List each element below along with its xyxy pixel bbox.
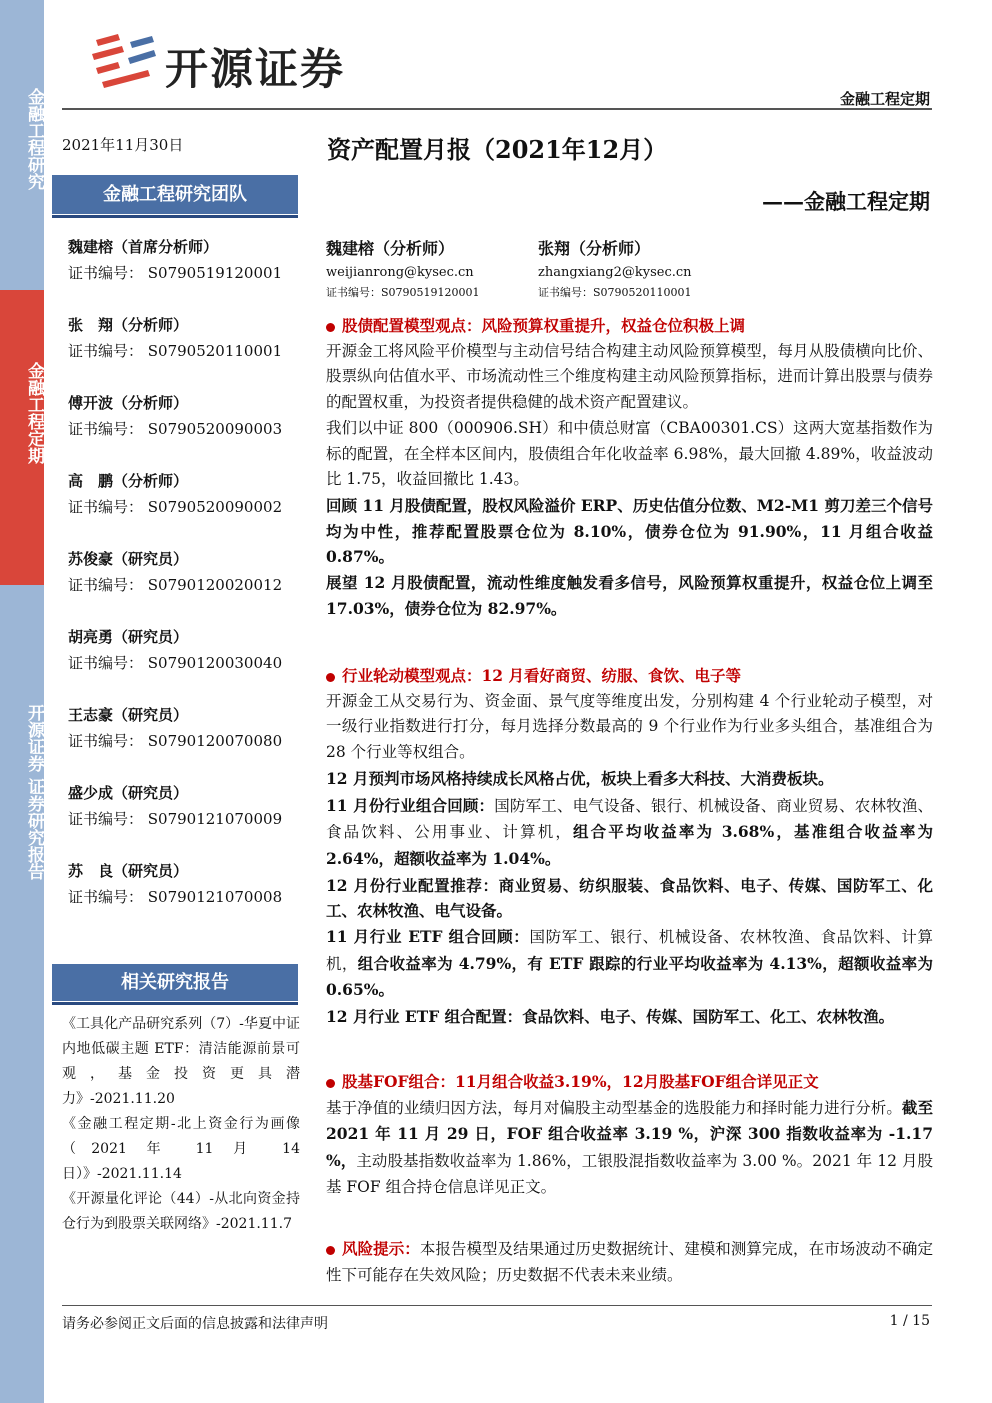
bullet-icon [326,1246,335,1255]
analyst-entry [68,624,282,676]
analyst-cert: 证书编号： S0790120030040 [68,654,283,672]
paragraph: 开源金工从交易行为、资金面、景气度等维度出发，分别构建 4 个行业轮动子模型，对一级行业指数进行打分，每月选择分数最高的 9 个行业作为行业多头组合，基准组合为 28 个行业等权组合。 [326,691,933,762]
analyst-entry [68,234,282,286]
author-name: 张翔（分析师） [538,239,651,258]
report-title: 资产配置月报（2021年12月） [327,135,668,164]
section-heading [326,313,933,339]
section-fof [326,1069,933,1201]
report-subtitle: ——金融工程定期 [762,189,930,214]
paragraph [326,793,933,873]
bullet-icon [326,1079,335,1088]
section-risk [326,1236,933,1288]
header-divider [62,108,932,110]
paragraph: 12 月份行业配置推荐：商业贸易、纺织服装、食品饮料、电子、传媒、国防军工、化工、农林牧渔、电气设备。 [326,875,933,921]
related-reports-list [62,1012,300,1237]
page-number: 1 / 15 [889,1313,930,1329]
risk-label: 风险提示： [342,1239,420,1258]
analyst-name: 王志豪（研究员） [68,706,189,724]
analyst-cert: 证书编号： S0790520110001 [68,342,283,360]
analyst-name: 胡亮勇（研究员） [68,628,189,646]
paragraph [326,1095,933,1201]
analyst-entry [68,390,282,442]
analyst-name: 傅开波（分析师） [68,394,189,412]
side-label-research: 金融工程研究 [24,88,44,190]
analyst-entry [68,780,282,832]
text-run: 食品饮料、电子、传媒、国防军工、化工、农林牧渔。 [522,1007,895,1027]
text-run: 组合收益率为 4.79%，有 ETF 跟踪的行业平均收益率为 4.13%，超额收益率为 0.65%。 [326,953,933,1000]
analyst-name: 高 鹏（分析师） [68,472,189,490]
section-heading-text: 股债配置模型观点：风险预算权重提升，权益仓位积极上调 [342,316,746,335]
analyst-name: 苏俊豪（研究员） [68,550,189,568]
paragraph: 回顾 11 月股债配置，股权风险溢价 ERP、历史估值分位数、M2-M1 剪刀差三个信号均为中性，推荐配置股票仓位为 8.10%，债券仓位为 91.90%，11 月组合收益 0.87%。 [326,495,933,567]
author-cert: 证书编号：S0790520110001 [538,286,692,299]
side-band [0,0,44,1403]
paragraph: 我们以中证 800（000906.SH）和中债总财富（CBA00301.CS）这两大宽基指数作为标的配置，在全样本区间内，股债组合年化收益率 6.98%，最大回撤 4.89%，收益波动比 1.75，收益回撤比 1.43。 [326,418,933,489]
related-report-item[interactable]: 《工具化产品研究系列（7）-华夏中证内地低碳主题 ETF：清洁能源前景可观，基金投资更具潜力》-2021.11.20 [62,1016,300,1107]
paragraph [326,1004,933,1030]
text-run: 截至 2021 年 11 月 29 日，FOF 组合收益率 3.19 %，沪深 300 指数收益率为 -1.17 %， [326,1097,933,1171]
author-cert: 证书编号：S0790519120001 [326,286,480,299]
text-run: 成长风格占优，板块上看多大科技、大消费板块。 [492,768,834,788]
text-run: 基于净值的业绩归因方法，每月对偏股主动型基金的选股能力和择时能力进行分析。 [326,1098,902,1117]
section-heading [326,1069,933,1095]
analyst-cert: 证书编号： S0790519120001 [68,264,283,282]
text-run: 国防军工、电气设备、银行、机械设备、商业贸易、农林牧渔、食品饮料、公用事业、计算机， [326,796,933,842]
related-reports-heading: 相关研究报告 [52,964,298,1001]
analyst-name: 苏 良（研究员） [68,862,189,880]
text-run: 国防军工、银行、机械设备、农林牧渔、食品饮料、计算机， [326,928,933,973]
section-asset-allocation [326,313,933,621]
team-heading: 金融工程研究团队 [52,175,298,214]
analyst-cert: 证书编号： S0790121070009 [68,810,283,828]
paragraph [326,924,933,1004]
analyst-name: 盛少成（研究员） [68,784,189,802]
analyst-entry [68,858,282,910]
text-run: 12 月行业 ETF 组合配置： [326,1007,523,1027]
analyst-entry [68,312,282,364]
report-date: 2021年11月30日 [62,136,184,154]
text-run: 11 月行业 ETF 组合回顾： [326,927,530,947]
author-email[interactable]: zhangxiang2@kysec.cn [538,265,692,280]
analyst-entry [68,702,282,754]
brand-name: 开源证券 [165,45,345,95]
text-run: 12 月预判市场风格持续 [326,768,493,788]
analyst-name: 魏建榕（首席分析师） [68,238,219,256]
paragraph [326,766,933,793]
analyst-name: 张 翔（分析师） [68,316,189,334]
paragraph: 展望 12 月股债配置，流动性维度触发看多信号，风险预算权重提升，权益仓位上调至 17.03%，债券仓位为 82.97%。 [326,573,933,618]
section-heading [326,663,933,689]
text-run: 组合平均收益率为 3.68%，基准组合收益率为 2.64%，超额收益率为 1.04%。 [326,822,933,868]
paragraph: 开源金工将风险平价模型与主动信号结合构建主动风险预算模型，每月从股债横向比价、股票纵向估值水平、市场流动性三个维度构建主动风险预算指标，进而计算出股票与债券的配置权重，为投资者提供稳健的战术资产配置建议。 [326,341,933,412]
side-label-periodic: 金融工程定期 [24,362,44,464]
bullet-icon [326,673,335,682]
analyst-cert: 证书编号： S0790120020012 [68,576,283,594]
author-block [538,236,692,302]
analyst-cert: 证书编号： S0790121070008 [68,888,283,906]
section-heading-text: 股基FOF组合：11月组合收益3.19%，12月股基FOF组合详见正文 [342,1072,819,1091]
paragraph [326,1236,933,1288]
analyst-entry [68,546,282,598]
author-email[interactable]: weijianrong@kysec.cn [326,265,474,280]
related-report-item[interactable]: 《开源量化评论（44）-从北向资金持仓行为到股票关联网络》-2021.11.7 [62,1191,300,1232]
bullet-icon [326,323,335,332]
analyst-cert: 证书编号： S0790120070080 [68,732,283,750]
text-run: 11 月份行业组合回顾： [326,795,495,815]
risk-text: 本报告模型及结果通过历史数据统计、建模和测算完成，在市场波动不确定性下可能存在失效风险；历史数据不代表未来业绩。 [326,1240,933,1284]
header-tag: 金融工程定期 [839,90,930,108]
analyst-entry [68,468,282,520]
footer-divider [62,1305,932,1306]
related-report-item[interactable]: 《金融工程定期-北上资金行为画像（2021 年 11 月 14 日）》-2021.11.14 [62,1116,300,1182]
section-industry-rotation [326,663,933,1030]
text-run: 主动股基指数收益率为 1.86%，工银股混指数收益率为 3.00 %。2021 年 12 月股基 FOF 组合持仓信息详见正文。 [326,1152,933,1196]
section-heading-text: 行业轮动模型观点：12 月看好商贸、纺服、食饮、电子等 [342,666,741,685]
analyst-cert: 证书编号： S0790520090003 [68,420,283,438]
author-name: 魏建榕（分析师） [326,239,455,258]
side-label-brand: 开源证券 证券研究报告 [24,704,44,880]
analyst-cert: 证书编号： S0790520090002 [68,498,283,516]
author-block [326,236,480,302]
footer-disclaimer: 请务必参阅正文后面的信息披露和法律声明 [62,1316,328,1332]
